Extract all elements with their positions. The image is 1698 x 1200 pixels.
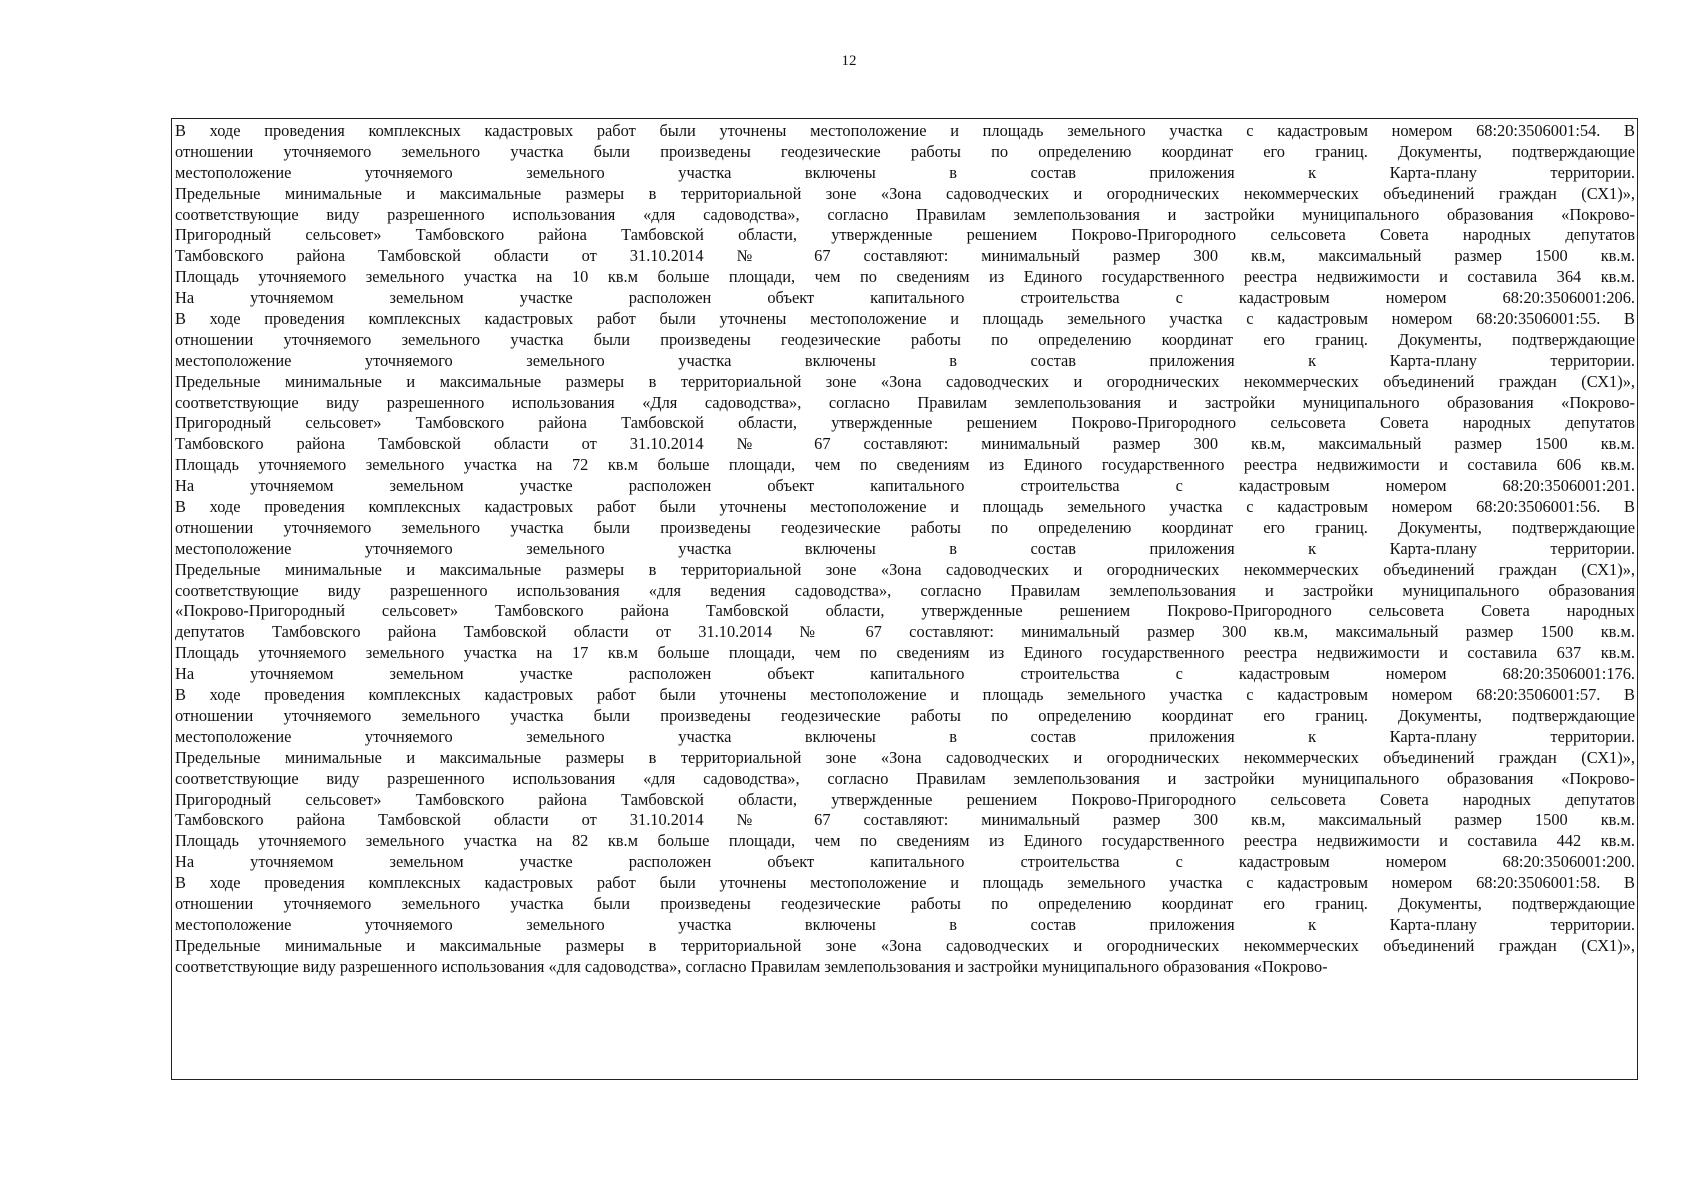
text-line: В ходе проведения комплексных кадастровых работ были уточнены местоположение и площадь земельного участка с кадастровым номером 68:20:3506001:57. В <box>175 685 1635 705</box>
text-line: Пригородный сельсовет» Тамбовского района Тамбовской области, утвержденные решением Покрово-Пригородного сельсовета Совета народных депутатов <box>175 789 1635 809</box>
document-text-box <box>171 118 1638 1080</box>
text-line: отношении уточняемого земельного участка были произведены геодезические работы по определению координат его границ. Документы, подтверждающие <box>175 893 1635 913</box>
text-line: местоположение уточняемого земельного участка включены в состав приложения к Карта-плану территории. <box>175 162 1635 182</box>
text-line: «Покрово-Пригородный сельсовет» Тамбовского района Тамбовской области, утвержденные решением Покрово-Пригородного сельсовета Совета народных <box>175 601 1635 621</box>
text-line: Пригородный сельсовет» Тамбовского района Тамбовской области, утвержденные решением Покрово-Пригородного сельсовета Совета народных депутатов <box>175 413 1635 433</box>
text-line: местоположение уточняемого земельного участка включены в состав приложения к Карта-плану территории. <box>175 350 1635 370</box>
text-line: соответствующие виду разрешенного использования «для ведения садоводства», согласно Правилам землепользования и застройки муниципального образования <box>175 580 1635 600</box>
text-line: соответствующие виду разрешенного использования «для садоводства», согласно Правилам землепользования и застройки муниципального образования «Покрово- <box>175 956 1328 976</box>
text-line: Предельные минимальные и максимальные размеры в территориальной зоне «Зона садоводческих и огороднических некоммерческих объединений граждан (СХ1)», <box>175 371 1635 391</box>
text-line: отношении уточняемого земельного участка были произведены геодезические работы по определению координат его границ. Документы, подтверждающие <box>175 329 1635 349</box>
text-line: Площадь уточняемого земельного участка на 72 кв.м больше площади, чем по сведениям из Единого государственного реестра недвижимости и составила 606 кв.м. <box>175 455 1635 475</box>
text-line: соответствующие виду разрешенного использования «для садоводства», согласно Правилам землепользования и застройки муниципального образования «Покрово- <box>175 204 1635 224</box>
text-line: В ходе проведения комплексных кадастровых работ были уточнены местоположение и площадь земельного участка с кадастровым номером 68:20:3506001:55. В <box>175 309 1635 329</box>
text-line: Предельные минимальные и максимальные размеры в территориальной зоне «Зона садоводческих и огороднических некоммерческих объединений граждан (СХ1)», <box>175 183 1635 203</box>
text-line: Пригородный сельсовет» Тамбовского района Тамбовской области, утвержденные решением Покрово-Пригородного сельсовета Совета народных депутатов <box>175 225 1635 245</box>
text-line: отношении уточняемого земельного участка были произведены геодезические работы по определению координат его границ. Документы, подтверждающие <box>175 141 1635 161</box>
text-line: На уточняемом земельном участке расположен объект капитального строительства с кадастровым номером 68:20:3506001:176. <box>175 664 1635 684</box>
text-line: На уточняемом земельном участке расположен объект капитального строительства с кадастровым номером 68:20:3506001:206. <box>175 288 1635 308</box>
text-line: В ходе проведения комплексных кадастровых работ были уточнены местоположение и площадь земельного участка с кадастровым номером 68:20:3506001:56. В <box>175 497 1635 517</box>
text-line: отношении уточняемого земельного участка были произведены геодезические работы по определению координат его границ. Документы, подтверждающие <box>175 517 1635 537</box>
text-line: Площадь уточняемого земельного участка на 17 кв.м больше площади, чем по сведениям из Единого государственного реестра недвижимости и составила 637 кв.м. <box>175 643 1635 663</box>
text-line: местоположение уточняемого земельного участка включены в состав приложения к Карта-плану территории. <box>175 538 1635 558</box>
text-line: Площадь уточняемого земельного участка на 82 кв.м больше площади, чем по сведениям из Единого государственного реестра недвижимости и составила 442 кв.м. <box>175 831 1635 851</box>
text-line: В ходе проведения комплексных кадастровых работ были уточнены местоположение и площадь земельного участка с кадастровым номером 68:20:3506001:54. В <box>175 121 1635 140</box>
text-line: Предельные минимальные и максимальные размеры в территориальной зоне «Зона садоводческих и огороднических некоммерческих объединений граждан (СХ1)», <box>175 935 1635 955</box>
text-line: На уточняемом земельном участке расположен объект капитального строительства с кадастровым номером 68:20:3506001:201. <box>175 476 1635 496</box>
text-line: Предельные минимальные и максимальные размеры в территориальной зоне «Зона садоводческих и огороднических некоммерческих объединений граждан (СХ1)», <box>175 559 1635 579</box>
text-line: Тамбовского района Тамбовской области от 31.10.2014 № 67 составляют: минимальный размер 300 кв.м, максимальный размер 1500 кв.м. <box>175 810 1635 830</box>
text-line: отношении уточняемого земельного участка были произведены геодезические работы по определению координат его границ. Документы, подтверждающие <box>175 705 1635 725</box>
text-line: Площадь уточняемого земельного участка на 10 кв.м больше площади, чем по сведениям из Единого государственного реестра недвижимости и составила 364 кв.м. <box>175 267 1635 287</box>
page-number: 12 <box>841 53 857 69</box>
text-line: местоположение уточняемого земельного участка включены в состав приложения к Карта-плану территории. <box>175 726 1635 746</box>
text-line: соответствующие виду разрешенного использования «Для садоводства», согласно Правилам землепользования и застройки муниципального образования «Покрово- <box>175 392 1635 412</box>
text-line: Тамбовского района Тамбовской области от 31.10.2014 № 67 составляют: минимальный размер 300 кв.м, максимальный размер 1500 кв.м. <box>175 434 1635 454</box>
text-line: В ходе проведения комплексных кадастровых работ были уточнены местоположение и площадь земельного участка с кадастровым номером 68:20:3506001:58. В <box>175 873 1635 893</box>
text-line: Предельные минимальные и максимальные размеры в территориальной зоне «Зона садоводческих и огороднических некоммерческих объединений граждан (СХ1)», <box>175 747 1635 767</box>
text-line: местоположение уточняемого земельного участка включены в состав приложения к Карта-плану территории. <box>175 914 1635 934</box>
text-line: На уточняемом земельном участке расположен объект капитального строительства с кадастровым номером 68:20:3506001:200. <box>175 852 1635 872</box>
text-line: соответствующие виду разрешенного использования «для садоводства», согласно Правилам землепользования и застройки муниципального образования «Покрово- <box>175 768 1635 788</box>
text-line: Тамбовского района Тамбовской области от 31.10.2014 № 67 составляют: минимальный размер 300 кв.м, максимальный размер 1500 кв.м. <box>175 246 1635 266</box>
text-line: депутатов Тамбовского района Тамбовской области от 31.10.2014 № 67 составляют: минимальный размер 300 кв.м, максимальный размер 1500 кв.м. <box>175 622 1635 642</box>
